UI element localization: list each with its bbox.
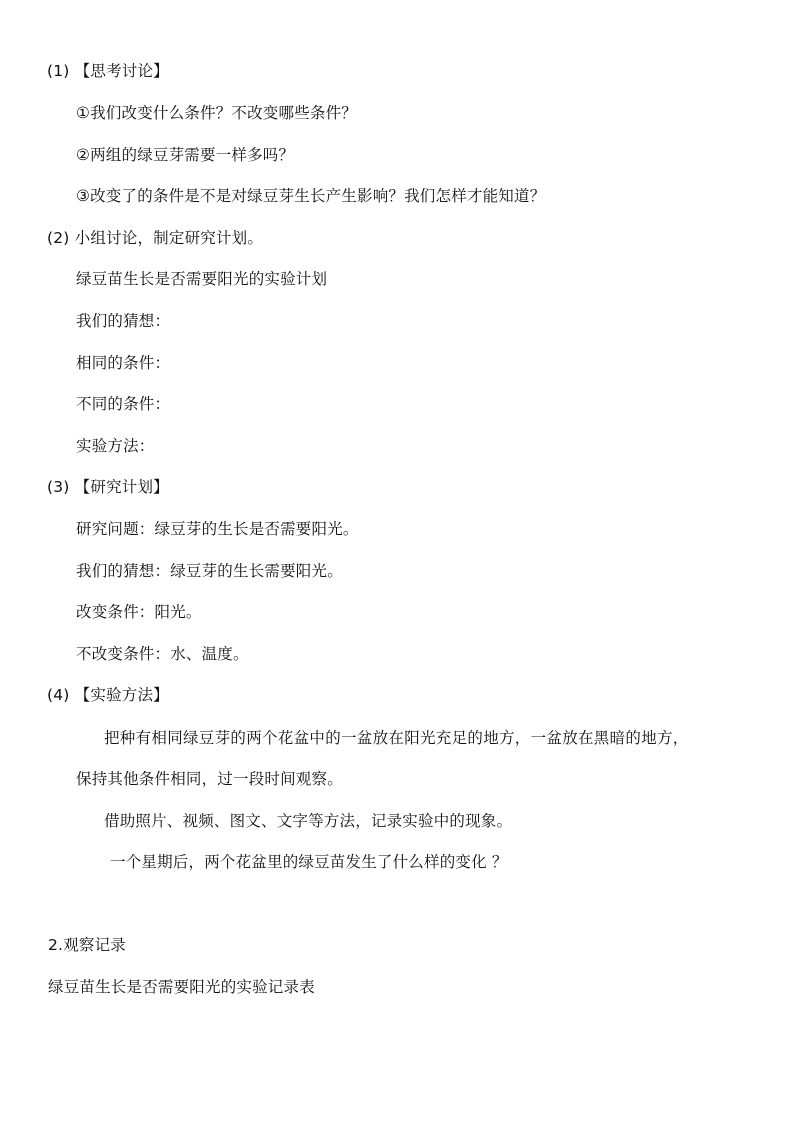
q1-heading: (1) 【思考讨论】 xyxy=(47,62,169,80)
q1-item-1: ①我们改变什么条件？不改变哪些条件？ xyxy=(76,104,357,122)
q2-plan-title: 绿豆苗生长是否需要阳光的实验计划 xyxy=(76,270,328,288)
q4-paragraph-line-2: 保持其他条件相同，过一段时间观察。 xyxy=(76,770,343,788)
q3-unchanged-conditions: 不改变条件：水、温度。 xyxy=(76,645,249,663)
q2-field-same-conditions: 相同的条件： xyxy=(76,354,171,372)
q2-heading: (2) 小组讨论，制定研究计划。 xyxy=(47,229,264,247)
q2-field-guess: 我们的猜想： xyxy=(76,312,171,330)
q4-record-line: 借助照片、视频、图文、文字等方法，记录实验中的现象。 xyxy=(104,812,513,830)
q3-research-question: 研究问题：绿豆芽的生长是否需要阳光。 xyxy=(76,520,359,538)
q3-heading: (3) 【研究计划】 xyxy=(47,478,169,496)
q3-changed-condition: 改变条件：阳光。 xyxy=(76,603,202,621)
q4-paragraph-line-1: 把种有相同绿豆芽的两个花盆中的一盆放在阳光充足的地方，一盆放在黑暗的地方， xyxy=(104,729,689,747)
q2-field-method: 实验方法： xyxy=(76,437,155,455)
record-table-title: 绿豆苗生长是否需要阳光的实验记录表 xyxy=(48,978,315,996)
q3-hypothesis: 我们的猜想：绿豆芽的生长需要阳光。 xyxy=(76,562,343,580)
q4-heading: (4) 【实验方法】 xyxy=(47,686,169,704)
q2-field-different-conditions: 不同的条件： xyxy=(76,395,171,413)
q1-item-3: ③改变了的条件是不是对绿豆芽生长产生影响？我们怎样才能知道？ xyxy=(76,187,546,205)
section2-heading: 2.观察记录 xyxy=(48,936,126,954)
q1-item-2: ②两组的绿豆芽需要一样多吗？ xyxy=(76,146,295,164)
q4-question: 一个星期后，两个花盆里的绿豆苗发生了什么样的变化 ？ xyxy=(110,853,508,871)
